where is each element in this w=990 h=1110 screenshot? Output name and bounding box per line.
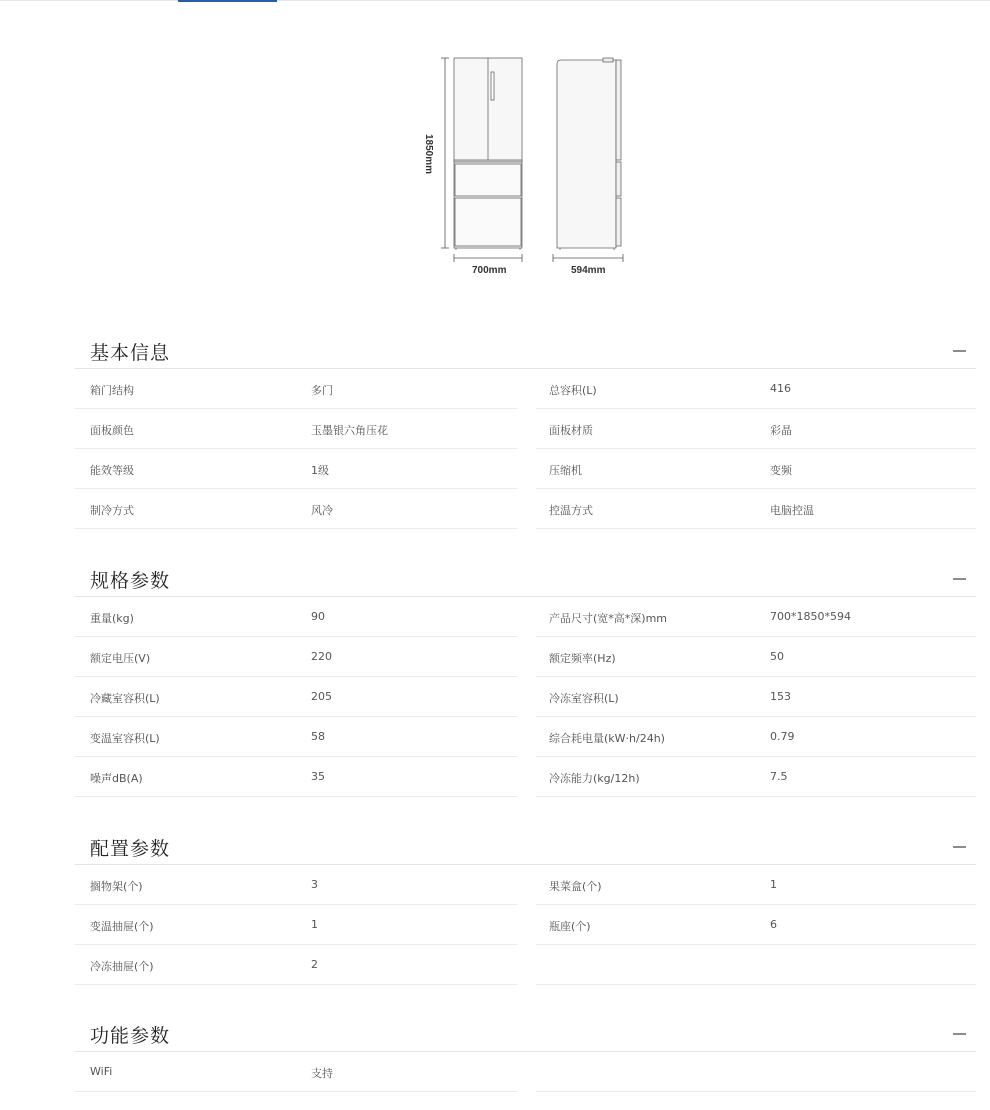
spec-row: [75, 865, 517, 905]
spec-label: WiFi: [90, 1065, 113, 1078]
spec-row: [75, 757, 517, 797]
spec-row: [75, 409, 517, 449]
spec-value: 彩晶: [770, 424, 792, 437]
spec-row: [75, 905, 517, 945]
spec-row: [75, 449, 517, 489]
spec-value: 1级: [311, 464, 329, 477]
active-tab-indicator: [178, 0, 277, 2]
spec-row: [536, 637, 976, 677]
spec-value: 2: [311, 958, 318, 971]
spec-row: [536, 369, 976, 409]
spec-row: [536, 717, 976, 757]
spec-label: 冷冻室容积(L): [549, 692, 619, 705]
spec-label: 变温抽屉(个): [90, 920, 154, 933]
spec-label: 综合耗电量(kW·h/24h): [549, 732, 665, 745]
spec-row: [75, 489, 517, 529]
height-dimension-label: 1850mm: [423, 134, 434, 175]
spec-label: 压缩机: [549, 464, 582, 477]
spec-value: 风冷: [311, 504, 333, 517]
spec-row: [536, 757, 976, 797]
spec-label: 产品尺寸(宽*高*深)mm: [549, 612, 668, 625]
product-dimension-diagram: [420, 50, 640, 285]
spec-row: [536, 597, 976, 637]
section-title: 功能参数: [90, 1025, 171, 1047]
spec-value: 205: [311, 690, 332, 703]
spec-value: 6: [770, 918, 777, 931]
spec-label: 瓶座(个): [549, 920, 591, 933]
collapse-icon[interactable]: [953, 350, 966, 352]
spec-value: 90: [311, 610, 325, 623]
spec-value: 220: [311, 650, 332, 663]
spec-label: 总容积(L): [549, 384, 597, 397]
section-header[interactable]: [75, 828, 976, 865]
spec-value: 35: [311, 770, 325, 783]
spec-value: 1: [770, 878, 777, 891]
spec-label: 制冷方式: [90, 504, 134, 517]
spec-value: 50: [770, 650, 784, 663]
spec-value: 变频: [770, 464, 792, 477]
spec-row: [75, 677, 517, 717]
spec-value: 1: [311, 918, 318, 931]
spec-row: [75, 369, 517, 409]
section-basic-info: [75, 332, 976, 517]
collapse-icon[interactable]: [953, 846, 966, 848]
spec-row: [536, 865, 976, 905]
section-title: 规格参数: [90, 570, 171, 592]
section-header[interactable]: [75, 560, 976, 597]
spec-row: [536, 1052, 976, 1092]
spec-label: 控温方式: [549, 504, 593, 517]
spec-label: 冷冻能力(kg/12h): [549, 772, 640, 785]
spec-row: [75, 945, 517, 985]
spec-label: 面板颜色: [90, 424, 134, 437]
spec-value: 3: [311, 878, 318, 891]
spec-row: [536, 489, 976, 529]
spec-value: 153: [770, 690, 791, 703]
spec-value: 7.5: [770, 770, 788, 783]
spec-label: 能效等级: [90, 464, 134, 477]
spec-value: 700*1850*594: [770, 610, 851, 623]
spec-label: 箱门结构: [90, 384, 134, 397]
section-header[interactable]: [75, 1015, 976, 1052]
spec-label: 面板材质: [549, 424, 593, 437]
section-configuration: [75, 828, 976, 973]
spec-row: [75, 637, 517, 677]
top-divider: [0, 0, 990, 1]
spec-row: [75, 1052, 517, 1092]
spec-label: 额定频率(Hz): [549, 652, 616, 665]
spec-row: [536, 945, 976, 985]
width-dimension-label: 700mm: [472, 265, 507, 276]
spec-value: 多门: [311, 384, 333, 397]
section-features: [75, 1015, 976, 1080]
spec-row: [536, 449, 976, 489]
depth-dimension-label: 594mm: [571, 265, 606, 276]
spec-row: [536, 409, 976, 449]
spec-value: 416: [770, 382, 791, 395]
spec-label: 重量(kg): [90, 612, 134, 625]
spec-label: 额定电压(V): [90, 652, 151, 665]
spec-label: 噪声dB(A): [90, 772, 143, 785]
fridge-side-view: [557, 58, 621, 250]
spec-value: 0.79: [770, 730, 795, 743]
spec-row: [75, 597, 517, 637]
spec-label: 果菜盒(个): [549, 880, 602, 893]
spec-value: 电脑控温: [770, 504, 814, 517]
section-title: 配置参数: [90, 838, 171, 860]
spec-label: 冷冻抽屉(个): [90, 960, 154, 973]
fridge-front-view: [454, 58, 522, 250]
spec-row: [536, 905, 976, 945]
collapse-icon[interactable]: [953, 578, 966, 580]
collapse-icon[interactable]: [953, 1033, 966, 1035]
spec-label: 冷藏室容积(L): [90, 692, 160, 705]
spec-label: 变温室容积(L): [90, 732, 160, 745]
section-title: 基本信息: [90, 342, 171, 364]
spec-value: 58: [311, 730, 325, 743]
spec-row: [536, 677, 976, 717]
section-specifications: [75, 560, 976, 785]
spec-label: 搁物架(个): [90, 880, 143, 893]
spec-row: [75, 717, 517, 757]
spec-value: 玉墨银六角压花: [311, 424, 388, 437]
section-header[interactable]: [75, 332, 976, 369]
spec-value: 支持: [311, 1067, 333, 1080]
